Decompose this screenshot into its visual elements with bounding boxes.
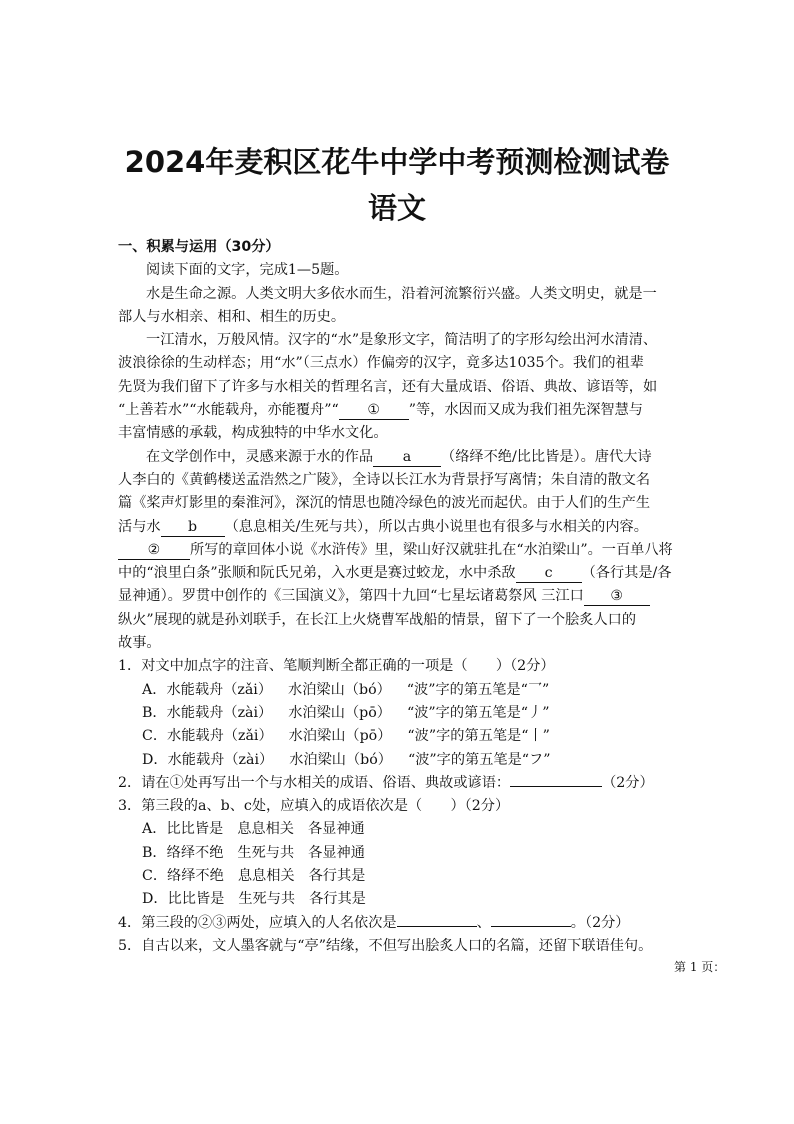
- passage-text: 显神通）。罗贯中创作的《三国演义》，第四十九回“七星坛诸葛祭风 三江口: [118, 588, 584, 605]
- page-number: 第 1 页：: [674, 960, 726, 974]
- passage-text: 中的“浪里白条”张顺和阮氏兄弟，入水更是赛过蛟龙，水中杀敌: [118, 565, 516, 582]
- passage-line: 水是生命之源。人类文明大多依水而生，沿着河流繁衍兴盛。人类文明史，就是一: [146, 285, 657, 302]
- q1-option-c[interactable]: C．水能载舟（zǎi） 水泊梁山（pō） “波”字的第五笔是“丨”: [142, 728, 550, 745]
- exam-title: 2024年麦积区花牛中学中考预测检测试卷: [124, 145, 670, 179]
- passage-line: [118, 562, 698, 585]
- reading-intro: 阅读下面的文字，完成1—5题。: [146, 262, 349, 279]
- passage-text: （络绎不绝/比比皆是）。唐代大诗: [441, 448, 652, 465]
- blank-1[interactable]: ①: [339, 401, 409, 420]
- q1-option-a[interactable]: A．水能载舟（zǎi） 水泊梁山（bó） “波”字的第五笔是“乛”: [142, 681, 550, 698]
- blank-2[interactable]: ②: [118, 541, 190, 560]
- q2-answer-blank[interactable]: [510, 786, 602, 787]
- question-2: 2．请在①处再写出一个与水相关的成语、俗语、典故或谚语： （2分）: [118, 774, 654, 791]
- passage-line: 先贤为我们留下了许多与水相关的哲理名言，还有大量成语、俗语、典故、谚语等，如: [118, 378, 658, 395]
- passage-text: ”等，水因而又成为我们祖先深智慧与: [408, 402, 643, 419]
- passage-line: [118, 446, 698, 469]
- question-4: 4．第三段的②③两处，应填入的人名依次是 、 。（2分）: [118, 914, 630, 931]
- q3-option-d[interactable]: D．比比皆是 生死与共 各行其是: [142, 891, 366, 908]
- question-1: 1．对文中加点字的注音、笔顺判断全都正确的一项是（ ）（2分）: [118, 658, 555, 675]
- subject-title: 语文: [367, 191, 426, 225]
- q3-option-b[interactable]: B．络绎不绝 生死与共 各显神通: [142, 844, 365, 861]
- passage-line: 部人与水相亲、相和、相生的历史。: [118, 308, 346, 325]
- passage-line: [118, 516, 698, 539]
- passage-line: 一江清水，万般风情。汉字的“水”是象形文字，简洁明了的字形勾绘出河水清清、: [146, 332, 658, 349]
- passage-text: （息息相关/生死与共），所以古典小说里也有很多与水相关的内容。: [224, 518, 648, 535]
- passage-line: 人李白的《黄鹤楼送孟浩然之广陵》，全诗以长江水为背景抒写离情；朱自清的散文名: [118, 471, 651, 488]
- section-heading: 一、积累与运用（30分）: [118, 239, 280, 255]
- blank-c[interactable]: c: [516, 564, 582, 583]
- question-3: 3．第三段的a、b、c处，应填入的成语依次是（ ）（2分）: [118, 798, 510, 815]
- blank-3[interactable]: ③: [584, 587, 650, 606]
- q1-option-b[interactable]: B．水能载舟（zài） 水泊梁山（pō） “波”字的第五笔是“丿”: [142, 704, 550, 721]
- passage-text: （各行其是/各: [581, 565, 672, 582]
- passage-line: 纵火”展现的就是孙刘联手，在长江上火烧曹军战船的情景，留下了一个脍炙人口的: [118, 611, 637, 628]
- blank-b[interactable]: b: [161, 518, 225, 537]
- passage-line: [118, 585, 698, 608]
- blank-a[interactable]: a: [373, 448, 441, 467]
- passage-line: 故事。: [118, 635, 161, 652]
- q4-answer-blank-2[interactable]: [491, 926, 571, 927]
- passage-line: 篇《桨声灯影里的秦淮河》，深沉的情思也随冷绿色的波光而起伏。由于人们的生产生: [118, 495, 651, 512]
- passage-text: 活与水: [118, 518, 161, 535]
- passage-line: 波浪徐徐的生动样态；用“水”（三点水）作偏旁的汉字，竟多达1035个。我们的祖辈: [118, 355, 644, 372]
- q3-option-c[interactable]: C．络绎不绝 息息相关 各行其是: [142, 868, 366, 885]
- exam-body: [118, 236, 698, 958]
- passage-text: “上善若水”“水能载舟，亦能覆舟”“: [118, 402, 339, 419]
- question-5: 5．自古以来，文人墨客就与“亭”结缘，不但写出脍炙人口的名篇，还留下联语佳句。: [118, 937, 653, 954]
- q3-option-a[interactable]: A．比比皆是 息息相关 各显神通: [142, 821, 365, 838]
- passage-line: [118, 399, 698, 422]
- q4-answer-blank-1[interactable]: [397, 926, 477, 927]
- passage-text: 在文学创作中，灵感来源于水的作品: [146, 448, 374, 465]
- passage-line: [118, 539, 698, 562]
- q1-option-d[interactable]: D．水能载舟（zài） 水泊梁山（bó） “波”字的第五笔是“フ”: [142, 751, 551, 768]
- passage-text: 所写的章回体小说《水浒传》里，梁山好汉就驻扎在“水泊梁山”。一百单八将: [190, 541, 673, 558]
- passage-line: 丰富情感的承载，构成独特的中华水文化。: [118, 425, 388, 442]
